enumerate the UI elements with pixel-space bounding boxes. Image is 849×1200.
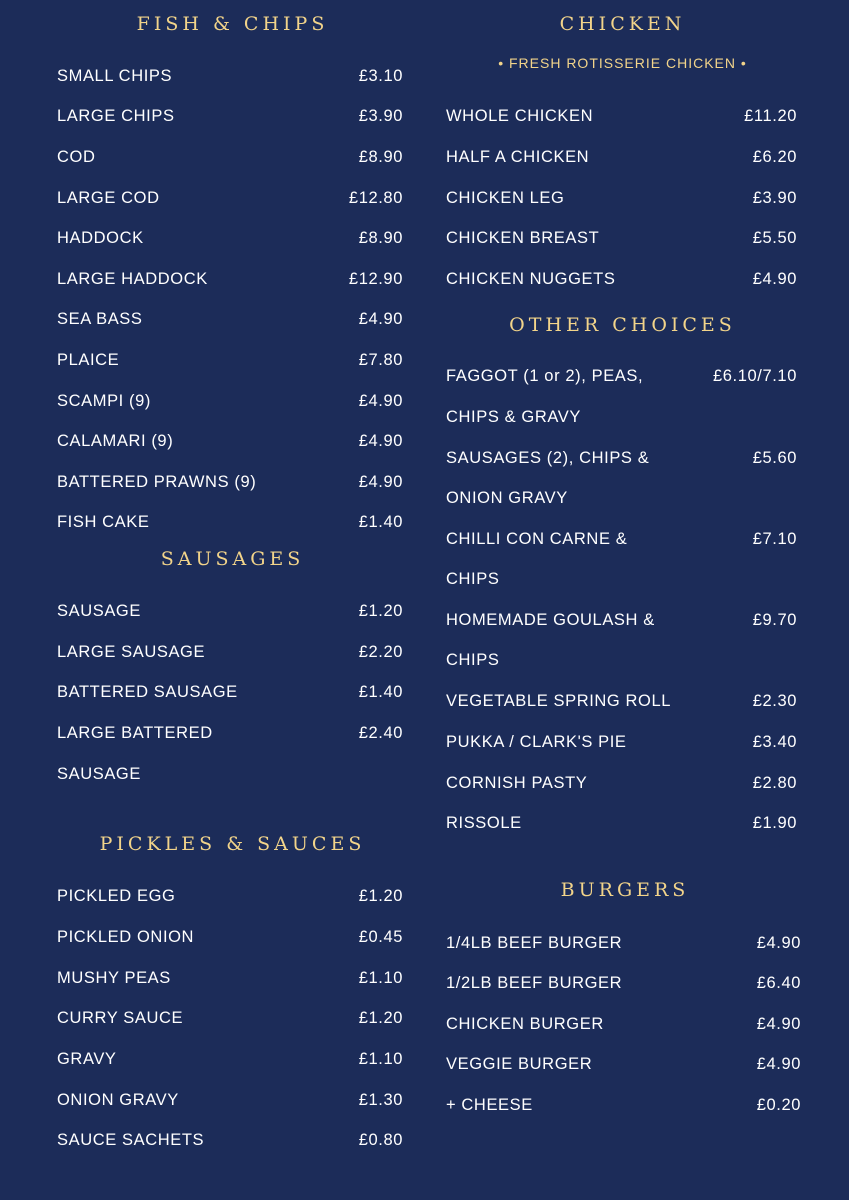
item-name: 1/2LB BEEF BURGER: [446, 974, 623, 992]
item-price: £1.20: [358, 602, 403, 620]
item-name: FISH CAKE: [57, 513, 150, 531]
item-price: £1.10: [358, 969, 403, 987]
item-name: CALAMARI (9): [57, 432, 174, 450]
section-subtitle-chicken: • FRESH ROTISSERIE CHICKEN •: [498, 55, 747, 71]
item-price: £4.90: [756, 1015, 801, 1033]
item-price: £1.20: [358, 887, 403, 905]
item-price: £3.10: [358, 67, 403, 85]
item-price: £5.60: [752, 449, 797, 467]
item-name: HOMEMADE GOULASH &: [446, 611, 655, 629]
item-name: WHOLE CHICKEN: [446, 107, 594, 125]
item-name: PICKLED ONION: [57, 928, 195, 946]
item-price: £2.80: [752, 774, 797, 792]
item-price: £2.20: [358, 643, 403, 661]
item-price: £2.40: [358, 724, 403, 742]
item-name: SMALL CHIPS: [57, 67, 173, 85]
item-name: + CHEESE: [446, 1096, 533, 1114]
section-title-chicken: CHICKEN: [559, 13, 686, 35]
item-price: £7.80: [358, 351, 403, 369]
item-name-continued: ONION GRAVY: [446, 489, 568, 507]
section-title-fish-chips: FISH & CHIPS: [136, 13, 329, 35]
item-name: GRAVY: [57, 1050, 117, 1068]
item-price: £12.80: [348, 189, 403, 207]
item-name: LARGE CHIPS: [57, 107, 175, 125]
item-name: HALF A CHICKEN: [446, 148, 590, 166]
section-title-pickles-sauces: PICKLES & SAUCES: [99, 833, 366, 855]
item-name: CHILLI CON CARNE &: [446, 530, 628, 548]
section-title-sausages: SAUSAGES: [160, 548, 305, 570]
item-name: LARGE HADDOCK: [57, 270, 208, 288]
item-name: LARGE COD: [57, 189, 160, 207]
item-name: SAUSAGES (2), CHIPS &: [446, 449, 650, 467]
item-price: £3.40: [752, 733, 797, 751]
item-name: CHICKEN LEG: [446, 189, 565, 207]
item-name: VEGETABLE SPRING ROLL: [446, 692, 672, 710]
item-name-continued: CHIPS: [446, 570, 500, 588]
item-price: £3.90: [752, 189, 797, 207]
item-name: FAGGOT (1 or 2), PEAS,: [446, 367, 644, 385]
item-price: £0.20: [756, 1096, 801, 1114]
item-name: CHICKEN BURGER: [446, 1015, 604, 1033]
item-price: £1.10: [358, 1050, 403, 1068]
item-name-continued: SAUSAGE: [57, 765, 141, 783]
item-price: £0.45: [358, 928, 403, 946]
item-price: £1.40: [358, 683, 403, 701]
item-name-continued: CHIPS: [446, 651, 500, 669]
item-name: BATTERED PRAWNS (9): [57, 473, 257, 491]
item-price: £1.90: [752, 814, 797, 832]
item-price: £6.10/7.10: [713, 367, 797, 385]
item-name: CURRY SAUCE: [57, 1009, 184, 1027]
item-price: £8.90: [358, 148, 403, 166]
item-price: £1.30: [358, 1091, 403, 1109]
item-name: MUSHY PEAS: [57, 969, 171, 987]
item-name: COD: [57, 148, 96, 166]
item-name: SCAMPI (9): [57, 392, 152, 410]
item-name: PUKKA / CLARK'S PIE: [446, 733, 627, 751]
item-price: £7.10: [752, 530, 797, 548]
item-name: VEGGIE BURGER: [446, 1055, 593, 1073]
item-name: RISSOLE: [446, 814, 522, 832]
item-price: £12.90: [348, 270, 403, 288]
item-price: £4.90: [358, 432, 403, 450]
item-price: £4.90: [358, 310, 403, 328]
item-name: PLAICE: [57, 351, 120, 369]
item-name: 1/4LB BEEF BURGER: [446, 934, 623, 952]
item-price: £1.40: [358, 513, 403, 531]
item-price: £4.90: [358, 392, 403, 410]
item-name: CHICKEN BREAST: [446, 229, 600, 247]
item-price: £9.70: [752, 611, 797, 629]
item-price: £4.90: [358, 473, 403, 491]
item-price: £8.90: [358, 229, 403, 247]
item-price: £5.50: [752, 229, 797, 247]
item-price: £4.90: [752, 270, 797, 288]
item-name-continued: CHIPS & GRAVY: [446, 408, 581, 426]
item-price: £3.90: [358, 107, 403, 125]
section-title-burgers: BURGERS: [560, 879, 690, 901]
item-name: PICKLED EGG: [57, 887, 176, 905]
item-name: CHICKEN NUGGETS: [446, 270, 616, 288]
item-name: SAUCE SACHETS: [57, 1131, 205, 1149]
item-name: LARGE SAUSAGE: [57, 643, 206, 661]
item-name: BATTERED SAUSAGE: [57, 683, 238, 701]
item-price: £1.20: [358, 1009, 403, 1027]
item-price: £4.90: [756, 1055, 801, 1073]
section-title-other-choices: OTHER CHOICES: [509, 314, 736, 336]
item-price: £0.80: [358, 1131, 403, 1149]
item-price: £6.20: [752, 148, 797, 166]
item-price: £4.90: [756, 934, 801, 952]
item-price: £11.20: [744, 107, 797, 125]
item-name: SEA BASS: [57, 310, 143, 328]
item-price: £6.40: [756, 974, 801, 992]
item-name: SAUSAGE: [57, 602, 141, 620]
item-name: LARGE BATTERED: [57, 724, 213, 742]
item-price: £2.30: [752, 692, 797, 710]
item-name: HADDOCK: [57, 229, 144, 247]
item-name: ONION GRAVY: [57, 1091, 179, 1109]
item-name: CORNISH PASTY: [446, 774, 588, 792]
